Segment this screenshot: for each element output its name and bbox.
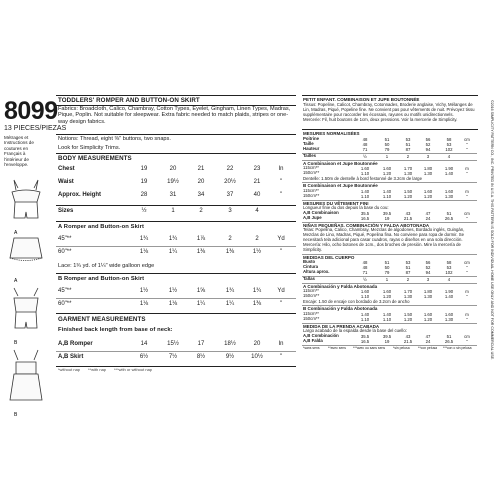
footnote: **with nap — [88, 367, 107, 372]
look-for-text: Look for Simplicity Trims. — [58, 145, 121, 151]
cell: 26.5 — [444, 339, 454, 345]
cell: 2 — [228, 236, 232, 242]
cell: 23 — [253, 166, 261, 172]
cell: " — [279, 192, 283, 198]
cell: 34 — [197, 192, 205, 198]
cell: 21.5 — [403, 339, 413, 345]
cell: 22 — [226, 166, 234, 172]
fr-title: PETIT ENFANT. COMBINAISON ET JUPE BOUTONNÉE — [303, 97, 420, 102]
cell: 1.40 — [360, 311, 370, 317]
row-label: A,B Combinaison — [303, 210, 339, 215]
cell: cm — [464, 334, 470, 339]
cell: 4 — [447, 154, 451, 160]
cell: 56 — [425, 137, 431, 142]
cell: 1 — [385, 277, 389, 283]
cell: " — [466, 216, 468, 222]
cell: cm — [464, 211, 470, 216]
cell: 1.10 — [360, 193, 370, 199]
cell: 1¼ — [196, 301, 206, 307]
cell: 15½ — [167, 341, 179, 347]
cell: " — [279, 301, 283, 307]
footnote: *without nap — [58, 367, 81, 372]
cell: 6½ — [139, 354, 149, 360]
es-encaje: Encaje: 1.50 de encaje con bordado de 3.2cm de ancho — [303, 298, 410, 304]
cell: 51 — [384, 260, 390, 265]
cell: 1.40 — [360, 188, 370, 194]
cell: m — [465, 166, 469, 172]
cell: 20 — [197, 179, 205, 185]
cell: 35.5 — [360, 211, 370, 216]
cell: 102 — [445, 147, 453, 153]
figure-label-a2: A — [14, 278, 18, 284]
cell: 1⅜ — [225, 249, 235, 255]
sizes-label: Sizes — [58, 208, 74, 214]
footnote: *sin pelusa — [393, 346, 410, 350]
cell: ½ — [363, 277, 367, 283]
row-label: 115cm** — [303, 288, 319, 294]
fr-fini-header: MESURES DU VÊTEMENT FINI — [303, 200, 369, 206]
cell: 19½ — [167, 179, 179, 185]
cell: 1.10 — [360, 316, 370, 322]
cell: 58 — [446, 137, 452, 142]
cell: 7½ — [168, 354, 178, 360]
french-instructions-note: Métrages et Instructions de coutures en Français à l'intérieur de l'enveloppe. — [4, 135, 34, 168]
cell: 2 — [406, 154, 410, 160]
cell: " — [466, 270, 468, 276]
cell: 21.5 — [403, 216, 413, 222]
cell: 1¾ — [139, 236, 149, 242]
cell: 1.20 — [423, 193, 433, 199]
cell: " — [466, 171, 468, 177]
cell: 1.60 — [382, 166, 392, 172]
cell: 1.40 — [382, 188, 392, 194]
garment-measurements-header: GARMENT MEASUREMENTS — [58, 316, 146, 323]
cell: 19 — [384, 339, 390, 345]
rule-view-b — [56, 273, 296, 274]
cell: 37 — [226, 192, 234, 198]
view-b-header: B Romper and Button-on Skirt — [58, 276, 145, 282]
cell: m — [465, 311, 469, 317]
cell: 53 — [446, 142, 452, 148]
garment-measurements-subheader: Finished back length from base of neck: — [58, 327, 173, 333]
cell: 1.10 — [382, 193, 392, 199]
row-label: A,B Falda — [303, 338, 323, 344]
row-label: A,B Combinación — [303, 333, 339, 338]
row-label: Chest — [58, 166, 75, 172]
row-label: Taille — [303, 141, 314, 147]
cell: 50 — [384, 265, 390, 271]
rule-garment — [56, 313, 296, 314]
cell: m — [465, 188, 469, 194]
cell: 19 — [384, 216, 390, 222]
pieces-count: 13 PIECES/PIEZAS — [4, 125, 67, 132]
cell: 58 — [446, 260, 452, 265]
row-divider — [56, 246, 296, 247]
cell: 53 — [446, 265, 452, 271]
cell: 1.70 — [403, 166, 413, 172]
cell: " — [466, 193, 468, 199]
fabrics-text: Fabrics: Broadcloth, Calico, Chambray, Cotton Types, Eyelet, Gingham, Linen Types, Madras, Pique, Poplin. Not suitable for sleepwear. Extra fabric needed to match plaids, stripes or one-way design fabrics. — [58, 106, 291, 125]
cell: 1.30 — [423, 294, 433, 300]
cell: 1.30 — [403, 294, 413, 300]
cell: 8½ — [196, 354, 206, 360]
cell: 51 — [405, 265, 411, 271]
skirt-a-sketch — [10, 238, 42, 261]
row-label: 60"** — [58, 301, 72, 307]
cell: 1⅛ — [139, 301, 149, 307]
lace-text: Lace: 1¾ yd. of 1¼" wide galloon edge — [58, 263, 155, 269]
cell: " — [279, 354, 283, 360]
cell: 1.50 — [403, 188, 413, 194]
side-copyright — [478, 100, 498, 460]
row-label: 115cm** — [303, 187, 319, 193]
cell: " — [279, 249, 283, 255]
row-label: 150cm** — [303, 192, 320, 198]
side-copyright-text: ©2016 SIMPLICITY PATTERN CO., INC. PRINTED IN U.S.A. THIS PATTERN IS SOLD FOR INDIVIDUAL HOME USE ONLY AND NOT FOR COMMERCIAL USE. — [490, 100, 494, 360]
cell: 2 — [406, 277, 410, 283]
cell: 1.60 — [423, 311, 433, 317]
cell: 18½ — [224, 341, 236, 347]
cell: 1.30 — [423, 171, 433, 177]
garment-sketches — [6, 178, 46, 448]
cell: 1¾ — [225, 288, 235, 294]
cell: 40 — [253, 192, 261, 198]
cell: 47 — [425, 211, 431, 216]
cell: 1¼ — [225, 301, 235, 307]
figure-label-b2: B — [14, 412, 18, 418]
fr-fini-sub: Longueur finie du dos depuis la base du cou: — [303, 204, 389, 210]
fr-view-a-header: A Combinaison et Jupe Boutonnée — [303, 161, 378, 166]
cell: 79 — [384, 270, 390, 276]
cell: 1¾ — [168, 236, 178, 242]
es-prenda-sub: Largo acabado de la espalda desde la base del cuello: — [303, 327, 407, 333]
row-label: 150cm** — [303, 170, 320, 176]
cell: 21 — [253, 179, 261, 185]
fr-view-b-header: B Combinaison et Jupe Boutonnée — [303, 183, 378, 189]
cell: 94 — [425, 270, 431, 276]
cell: 1¾ — [252, 288, 262, 294]
cell: ½ — [363, 154, 367, 160]
cell: 35.5 — [360, 334, 370, 339]
cell: 1.80 — [423, 166, 433, 172]
pattern-title: TODDLERS' ROMPER AND BUTTON-ON SKIRT — [58, 97, 200, 104]
cell: 51 — [405, 142, 411, 148]
cell: 1.40 — [382, 311, 392, 317]
cell: In — [278, 341, 284, 347]
notions-text: Notions: Thread, eight ⅜" buttons, two snaps. — [58, 136, 171, 142]
cell: 19 — [140, 166, 148, 172]
cell: 1.60 — [444, 311, 454, 317]
cell: 19 — [140, 179, 148, 185]
cell: " — [279, 179, 283, 185]
cell: 56 — [425, 260, 431, 265]
cell: 1⅛ — [139, 249, 149, 255]
footnote: ***avec ou sans sens — [353, 346, 386, 350]
cell: " — [466, 265, 468, 271]
rule-notions — [56, 134, 296, 135]
cell: 47 — [425, 334, 431, 339]
cell: 87 — [405, 147, 411, 153]
cell: 43 — [405, 334, 411, 339]
size: 2 — [199, 208, 203, 214]
cell: 24 — [425, 339, 431, 345]
footnote: *sans sens — [303, 346, 320, 350]
size: 1 — [171, 208, 175, 214]
cell: 1.40 — [444, 171, 454, 177]
row-label: 115cm** — [303, 165, 319, 171]
cell: 71 — [362, 270, 368, 276]
cell: 3 — [426, 154, 430, 160]
row-label: 150cm** — [303, 293, 320, 299]
cell: 1.60 — [382, 289, 392, 295]
es-notions: Mercería: Hilo, ocho botones de 1cm., dos broches de presión. Mire la mercería de Simplicity. — [303, 242, 461, 253]
es-fabrics: Telas: Popelina, Calico, Chambray, Mezclas de algodones, Bordado inglés, Guingán, Mezclas de Lino, Madras, Piqué, Popelina fina. No conviene para ropa de dormir. Se necesitará tela adicional para casar cuadros, rayas o diseños en una sola dirección. — [303, 227, 465, 242]
row-divider — [56, 298, 296, 299]
cell: " — [466, 142, 468, 148]
cell: 1.30 — [444, 193, 454, 199]
cell: 43 — [405, 211, 411, 216]
cell: 1.80 — [423, 289, 433, 295]
fr-notions: Mercerie: Fil, huit boutons de 1cm, deux pressions. Voir la mercerie de Simplicity. — [303, 117, 458, 122]
cell: 2 — [255, 236, 259, 242]
cell: 26.5 — [444, 216, 454, 222]
skirt-b-sketch — [10, 350, 42, 400]
cell: 94 — [425, 147, 431, 153]
cell: cm — [464, 260, 470, 265]
cell: 51 — [446, 211, 452, 216]
rule — [302, 129, 478, 130]
cell: 1.20 — [403, 316, 413, 322]
cell: 1⅛ — [168, 301, 178, 307]
cell: 1 — [385, 154, 389, 160]
cell: 48 — [362, 260, 368, 265]
row-label: 115cm** — [303, 310, 319, 316]
cell: 53 — [405, 137, 411, 142]
romper-a-sketch — [12, 180, 40, 218]
cell: Yd — [277, 236, 285, 242]
cell: In — [278, 166, 284, 172]
cell: 1.20 — [423, 316, 433, 322]
table-row — [58, 192, 294, 203]
cell: 1.20 — [403, 193, 413, 199]
row-label: A,B Romper — [58, 341, 93, 347]
cell: 16.5 — [360, 339, 370, 345]
cell: 1.30 — [444, 316, 454, 322]
cell: 1⅝ — [196, 288, 206, 294]
size: 4 — [255, 208, 259, 214]
cell: 1.40 — [444, 294, 454, 300]
table-row — [58, 179, 294, 190]
cell: 102 — [445, 270, 453, 276]
cell: 10½ — [251, 354, 263, 360]
cell: 1.30 — [403, 171, 413, 177]
row-label: 150cm** — [303, 315, 320, 321]
table-row — [58, 166, 294, 177]
es-title: NIÑAS PEQUEÑAS. COMBINACIÓN Y FALDA ABOTONADA — [303, 223, 430, 228]
pattern-number: 8099 — [4, 97, 58, 125]
row-label: Poitrine — [303, 136, 319, 141]
row-divider — [56, 351, 296, 352]
row-label: Hauteur — [303, 146, 320, 152]
cell: 16.5 — [360, 216, 370, 222]
es-medidas-header: MEDIDAS DEL CUERPO — [303, 254, 355, 260]
cell: cm — [464, 137, 470, 142]
es-view-b-header: B Combinación y Falda Abotonada — [303, 306, 378, 312]
size: 3 — [228, 208, 232, 214]
figure-label-b1: B — [14, 340, 18, 346]
row-label: A,B Skirt — [58, 354, 84, 360]
row-label: Cintura — [303, 264, 319, 270]
cell: m — [465, 289, 469, 295]
body-measurements-header: BODY MEASUREMENTS — [58, 155, 132, 162]
cell: 1.50 — [403, 311, 413, 317]
cell: 1.70 — [403, 289, 413, 295]
fr-mesures-header: MESURES NORMALISÉES — [303, 131, 360, 136]
rule-sizes — [56, 205, 296, 206]
cell: Yd — [277, 288, 285, 294]
footnote: ***con o sin pelusa — [443, 346, 472, 350]
row-label: A,B Jupe — [303, 215, 322, 221]
cell: 51 — [384, 137, 390, 142]
cell: 1.60 — [360, 289, 370, 295]
fr-fabrics: Tissus: Popeline, Calicot, Chambray, Cotonnades, Broderie anglaise, Vichy, Mélanges de Lin, Madras, Piqué, Popeline fine. Ne convient pas pour vêtements de nuit. Prévoyez tissu supplémentaire pour raccorder les écossais, rayures ou motifs unidirectionnels. — [303, 102, 475, 117]
romper-b-sketch — [14, 288, 38, 328]
cell: " — [466, 147, 468, 153]
cell: 24 — [425, 216, 431, 222]
cell: 1⅜ — [252, 301, 262, 307]
cell: 52 — [425, 265, 431, 271]
footnote: **con pelusa — [418, 346, 438, 350]
cell: 21 — [197, 166, 205, 172]
cell: 1.90 — [444, 166, 454, 172]
figure-label-a1: A — [14, 230, 18, 236]
row-label: 45"** — [58, 236, 72, 242]
cell: 50 — [384, 142, 390, 148]
cell: 1⅜ — [196, 249, 206, 255]
cell: 1.90 — [444, 289, 454, 295]
cell: 20½ — [224, 179, 236, 185]
row-label: 60"** — [58, 249, 72, 255]
cell: 31 — [169, 192, 177, 198]
cell: 48 — [362, 137, 368, 142]
cell: " — [466, 294, 468, 300]
cell: 1.60 — [444, 188, 454, 194]
cell: 20 — [253, 341, 261, 347]
cell: 1.60 — [360, 166, 370, 172]
cell: 39.5 — [382, 334, 392, 339]
cell: 1.20 — [382, 171, 392, 177]
cell: 52 — [425, 142, 431, 148]
cell: 48 — [362, 142, 368, 148]
row-label: Busto — [303, 259, 316, 264]
cell: 17 — [197, 341, 205, 347]
cell: 1⅞ — [196, 236, 206, 242]
footnote: **avec sens — [328, 346, 346, 350]
cell: 1½ — [252, 249, 262, 255]
cell: 53 — [405, 260, 411, 265]
row-label: Tallas — [303, 276, 315, 282]
row-label: Altura aprox. — [303, 269, 330, 275]
cell: 1½ — [168, 288, 178, 294]
fr-dentelle: Dentelle: 1.50m de dentelle à bord festonné de 3.2cm de large — [303, 175, 422, 181]
sp-top-rule — [302, 95, 478, 96]
cell: 1¼ — [168, 249, 178, 255]
rule-body — [56, 153, 296, 154]
cell: 20 — [169, 166, 177, 172]
cell: 51 — [446, 334, 452, 339]
cell: 79 — [384, 147, 390, 153]
es-prenda-header: MEDIDA DE LA PRENDA ACABADA — [303, 323, 380, 329]
size: ½ — [141, 208, 147, 214]
cell: " — [466, 316, 468, 322]
view-a-header: A Romper and Button-on Skirt — [58, 224, 144, 230]
fr-es-tables — [303, 137, 478, 467]
row-label: Waist — [58, 179, 74, 185]
top-rule — [56, 95, 296, 96]
rule-view-a — [56, 221, 296, 222]
cell: 39.5 — [382, 211, 392, 216]
sizes-row — [58, 208, 294, 219]
cell: 1.60 — [423, 188, 433, 194]
cell: 14 — [140, 341, 148, 347]
cell: 3 — [426, 277, 430, 283]
row-label: Approx. Height — [58, 192, 101, 198]
cell: 28 — [140, 192, 148, 198]
cell: 1.10 — [360, 171, 370, 177]
cell: 87 — [405, 270, 411, 276]
footnote: ***with or without nap — [114, 367, 153, 372]
cell: 9½ — [225, 354, 235, 360]
cell: 1.20 — [382, 294, 392, 300]
cell: 48 — [362, 265, 368, 271]
cell: 1.10 — [382, 316, 392, 322]
cell: 1½ — [139, 288, 149, 294]
cell: 4 — [447, 277, 451, 283]
row-label: Tailles — [303, 153, 317, 159]
cell: " — [466, 339, 468, 345]
cell: 71 — [362, 147, 368, 153]
row-label: 45"** — [58, 288, 72, 294]
cell: 1.10 — [360, 294, 370, 300]
es-view-a-header: A Combinación y Falda Abotonada — [303, 284, 378, 289]
